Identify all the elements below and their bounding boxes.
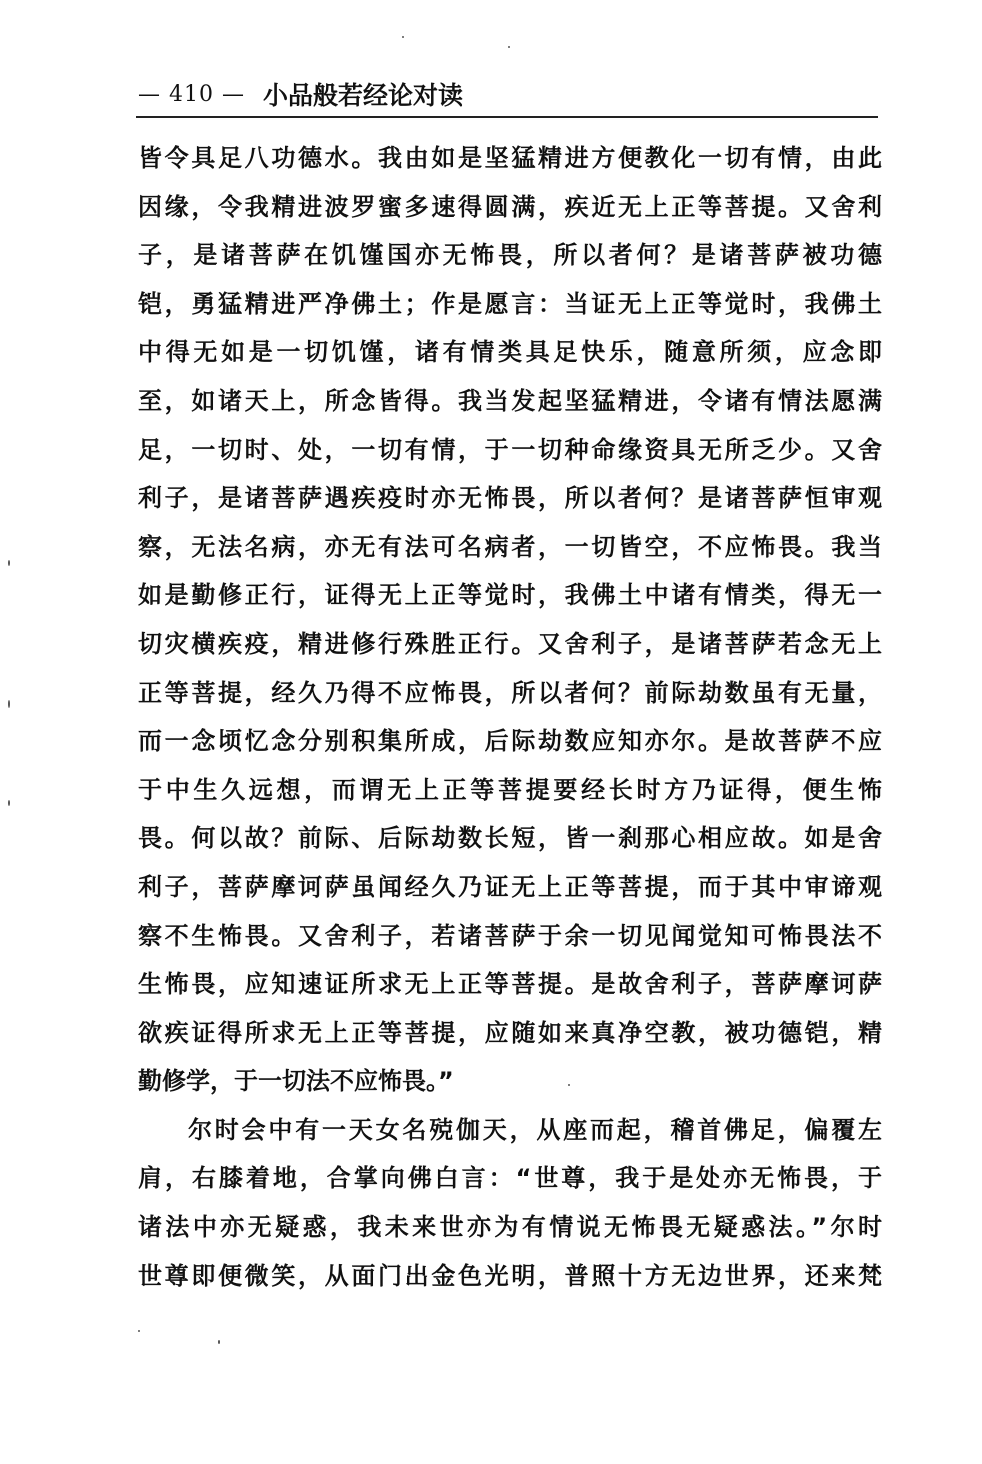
page-number: — 410 — <box>138 81 245 107</box>
text-line: 于中生久远想，而谓无上正等菩提要经长时方乃证得，便生怖 <box>138 775 882 804</box>
header-rule <box>136 116 878 118</box>
running-head <box>138 74 463 114</box>
scan-speck <box>218 1340 220 1344</box>
scan-speck <box>508 46 510 48</box>
text-line: 察，无法名病，亦无有法可名病者，一切皆空，不应怖畏。我当 <box>138 532 882 561</box>
text-line: 因缘，令我精进波罗蜜多速得圆满，疾近无上正等菩提。又舍利 <box>138 192 882 221</box>
scan-speck <box>8 560 10 566</box>
text-line: 生怖畏，应知速证所求无上正等菩提。是故舍利子，菩萨摩诃萨 <box>138 970 882 999</box>
text-line: 畏。何以故？前际、后际劫数长短，皆一刹那心相应故。如是舍 <box>138 824 882 853</box>
text-line: 察不生怖畏。又舍利子，若诸菩萨于余一切见闻觉知可怖畏法不 <box>138 921 882 950</box>
text-line: 肩，右膝着地，合掌向佛白言：“世尊，我于是处亦无怖畏，于 <box>138 1164 882 1193</box>
text-line: 中得无如是一切饥馑，诸有情类具足快乐，随意所须，应念即 <box>138 338 882 367</box>
text-line: 足，一切时、处，一切有情，于一切种命缘资具无所乏少。又舍 <box>138 435 882 464</box>
text-line: 子，是诸菩萨在饥馑国亦无怖畏，所以者何？是诸菩萨被功德 <box>138 241 882 270</box>
book-title: 小品般若经论对读 <box>262 81 463 110</box>
text-line: 世尊即便微笑，从面门出金色光明，普照十方无边世界，还来梵 <box>138 1261 882 1290</box>
text-line: 利子，是诸菩萨遇疾疫时亦无怖畏，所以者何？是诸菩萨恒审观 <box>138 484 882 513</box>
text-line: 铠，勇猛精进严净佛土；作是愿言：当证无上正等觉时，我佛土 <box>138 289 882 318</box>
scan-speck <box>8 700 10 708</box>
scan-speck <box>402 36 404 38</box>
scan-speck <box>138 1330 140 1332</box>
text-line: 如是勤修正行，证得无上正等觉时，我佛土中诸有情类，得无一 <box>138 581 882 610</box>
text-line: 正等菩提，经久乃得不应怖畏，所以者何？前际劫数虽有无量， <box>138 678 882 707</box>
body-text <box>138 134 882 1300</box>
text-line: 诸法中亦无疑惑，我未来世亦为有情说无怖畏无疑惑法。”尔时 <box>138 1213 882 1242</box>
text-line-paragraph-start: 尔时会中有一天女名殑伽天，从座而起，稽首佛足，偏覆左 <box>188 1115 882 1144</box>
text-line: 切灾横疾疫，精进修行殊胜正行。又舍利子，是诸菩萨若念无上 <box>138 629 882 658</box>
text-line: 欲疾证得所求无上正等菩提，应随如来真净空教，被功德铠，精 <box>138 1018 882 1047</box>
text-line: 至，如诸天上，所念皆得。我当发起坚猛精进，令诸有情法愿满 <box>138 386 882 415</box>
text-line: 利子，菩萨摩诃萨虽闻经久乃证无上正等菩提，而于其中审谛观 <box>138 872 882 901</box>
text-line: 皆令具足八功德水。我由如是坚猛精进方便教化一切有情，由此 <box>138 144 882 172</box>
scan-speck <box>568 1084 570 1086</box>
text-line: 而一念顷忆念分别积集所成，后际劫数应知亦尔。是故菩萨不应 <box>138 727 882 756</box>
scan-speck <box>8 800 10 806</box>
text-line-paragraph-end: 勤修学，于一切法不应怖畏。” <box>138 1067 454 1096</box>
